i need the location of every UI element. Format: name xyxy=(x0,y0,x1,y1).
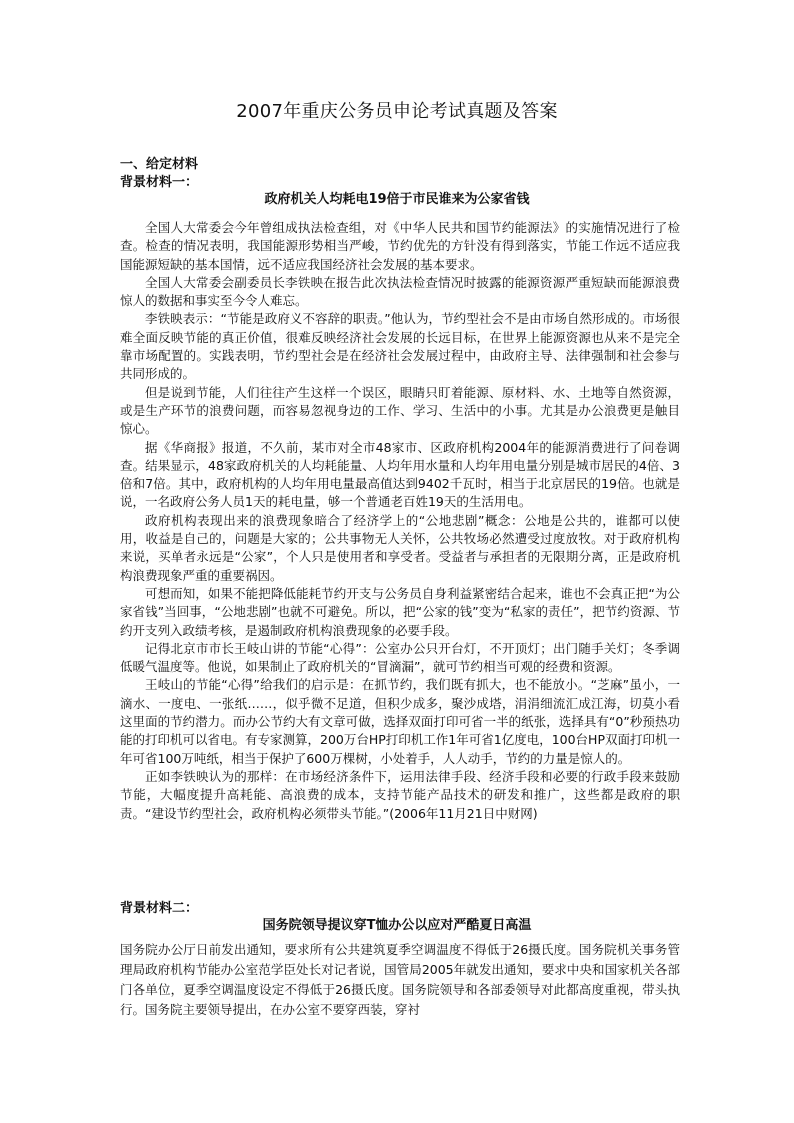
material1-body xyxy=(120,219,680,823)
paragraph: 全国人大常委会今年曾组成执法检查组，对《中华人民共和国节约能源法》的实施情况进行了检查。检查的情况表明，我国能源形势相当严峻，节约优先的方针没有得到落实，节能工作远不适应我国能源短缺的基本国情，远不适应我国经济社会发展的基本要求。 xyxy=(120,220,680,272)
page-title: 2007年重庆公务员申论考试真题及答案 xyxy=(236,101,558,122)
paragraph: 王岐山的节能“心得”给我们的启示是：在抓节约，我们既有抓大，也不能放小。“芝麻”虽小，一滴水、一度电、一张纸……，似乎微不足道，但积少成多，聚沙成塔，涓涓细流汇成江海，切莫小看这里面的节约潜力。而办公节约大有文章可做，选择双面打印可省一半的纸张，选择具有“0”秒预热功能的打印机可以省电。有专家测算，200万台HP打印机工作1年可省1亿度电，100台HP双面打印机一年可省100万吨纸，相当于保护了600万棵树，小处着手，人人动手，节约的力量是惊人的。 xyxy=(120,677,680,766)
paragraph: 政府机构表现出来的浪费现象暗合了经济学上的“公地悲剧”概念：公地是公共的，谁都可以使用，收益是自己的，问题是大家的；公共事物无人关怀，公共牧场必然遭受过度放牧。对于政府机构来说，买单者永远是“公家”，个人只是使用者和享受者。受益者与承担者的无限期分离，正是政府机构浪费现象严重的重要祸因。 xyxy=(120,512,680,583)
paragraph: 但是说到节能，人们往往产生这样一个误区，眼睛只盯着能源、原材料、水、土地等自然资源，或是生产环节的浪费问题，而容易忽视身边的工作、学习、生活中的小事。尤其是办公浪费更是触目惊心。 xyxy=(120,384,680,437)
section-heading: 一、给定材料 xyxy=(120,157,199,172)
paragraph: 正如李铁映认为的那样：在市场经济条件下，运用法律手段、经济手段和必要的行政手段来鼓励节能，大幅度提升高耗能、高浪费的成本，支持节能产品技术的研发和推广，这些都是政府的职责。“建设节约型社会，政府机构必须带头节能。”(2006年11月21日中财网) xyxy=(120,768,680,821)
paragraph: 李铁映表示：“节能是政府义不容辞的职责。”他认为，节约型社会不是由市场自然形成的。市场很难全面反映节能的真正价值，很难反映经济社会发展的长远目标，在世界上能源资源也从来不是完全靠市场配置的。实践表明，节约型社会是在经济社会发展过程中，由政府主导、法律强制和社会参与共同形成的。 xyxy=(120,311,680,382)
material2-title: 国务院领导提议穿T恤办公以应对严酷夏日高温 xyxy=(262,918,532,933)
material2-body xyxy=(120,940,680,1020)
material1-label: 背景材料一： xyxy=(120,175,199,190)
material2-label: 背景材料二： xyxy=(120,901,199,916)
paragraph: 记得北京市市长王岐山讲的节能“心得”：公室办公只开台灯，不开顶灯；出门随手关灯；冬季调低暖气温度等。他说，如果制止了政府机关的“冒滴漏”，就可节约相当可观的经费和资源。 xyxy=(120,640,680,675)
material1-title: 政府机关人均耗电19倍于市民谁来为公家省钱 xyxy=(264,192,530,207)
paragraph: 国务院办公厅日前发出通知，要求所有公共建筑夏季空调温度不得低于26摄氏度。国务院机关事务管理局政府机构节能办公室范学臣处长对记者说，国管局2005年就发出通知，要求中央和国家机关各部门各单位，夏季空调温度设定不得低于26摄氏度。国务院领导和各部委领导对此都高度重视，带头执行。国务院主要领导提出，在办公室不要穿西装，穿衬 xyxy=(120,942,680,1017)
paragraph: 全国人大常委会副委员长李铁映在报告此次执法检查情况时披露的能源资源严重短缺而能源浪费惊人的数据和事实至今令人难忘。 xyxy=(120,274,680,309)
paragraph: 据《华商报》报道，不久前，某市对全市48家市、区政府机构2004年的能源消费进行了问卷调查。结果显示，48家政府机关的人均耗能量、人均年用水量和人均年用电量分别是城市居民的4倍、3倍和7倍。其中，政府机构的人均年用电量最高值达到9402千瓦时，相当于北京居民的19倍。也就是说，一名政府公务人员1天的耗电量，够一个普通老百姓19天的生活用电。 xyxy=(120,439,680,510)
paragraph: 可想而知，如果不能把降低能耗节约开支与公务员自身利益紧密结合起来，谁也不会真正把“为公家省钱”当回事，“公地悲剧”也就不可避免。所以，把“公家的钱”变为“私家的责任”，把节约资源、节约开支列入政绩考核，是遏制政府机构浪费现象的必要手段。 xyxy=(120,585,680,638)
